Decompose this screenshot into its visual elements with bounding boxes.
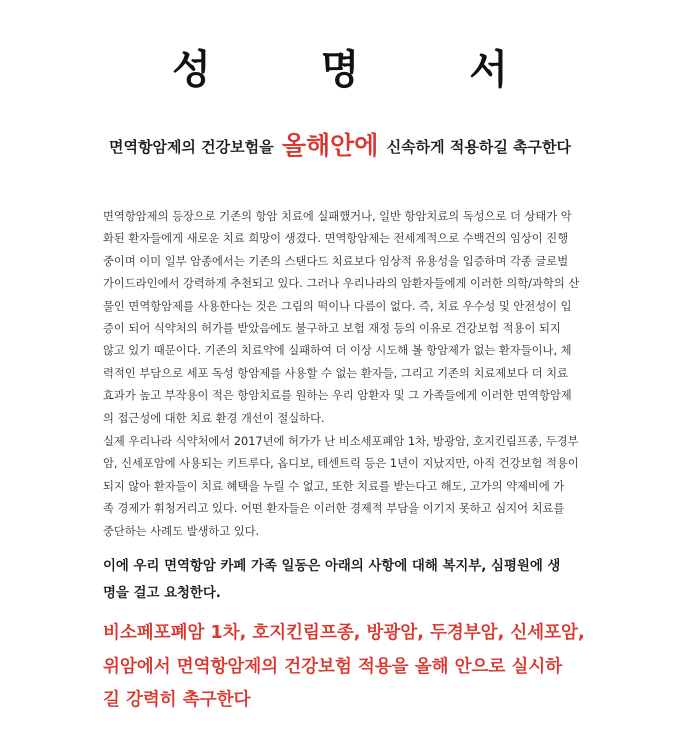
paragraph-line: 가이드라인에서 강력하게 추천되고 있다. 그러나 우리나라의 암환자들에게 이러한 의학/과학의 산 [103, 277, 580, 291]
request-line: 명을 걸고 요청한다. [103, 586, 221, 601]
request-line: 이에 우리 면역항암 카페 가족 일동은 아래의 사항에 대해 복지부, 심평원에 생 [103, 559, 561, 574]
subtitle-text-after: 신속하게 적용하길 촉구한다 [386, 138, 572, 156]
paragraph-line: 않고 있기 때문이다. 기존의 치료약에 실패하여 더 이상 시도해 볼 항암제가 없는 환자들이나, 체 [103, 344, 572, 358]
paragraph-line: 암, 신세포암에 사용되는 키트루다, 옵디보, 테센트릭 등은 1년이 지났지만, 아직 건강보험 적용이 [103, 457, 579, 471]
subtitle-highlight: 올해안에 [281, 131, 379, 160]
paragraph-line: 화된 환자들에게 새로운 치료 희망이 생겼다. 면역항암제는 전세계적으로 수백건의 임상이 진행 [103, 232, 569, 246]
paragraph-line: 증이 되어 식약처의 허가를 받았음에도 불구하고 보험 재정 등의 이유로 건강보험 적용이 되지 [103, 322, 561, 336]
paragraph-line: 력적인 부담으로 세포 독성 항암제를 사용할 수 없는 환자들, 그리고 기존의 치료제보다 더 치료 [103, 366, 568, 380]
document-title: 성 명 서 [172, 47, 556, 93]
demand-line: 길 강력히 촉구한다 [103, 690, 251, 710]
paragraph-background [103, 206, 593, 430]
paragraph-line: 면역항암제의 등장으로 기존의 항암 치료에 실패했거나, 일반 항암치료의 독성으로 더 상태가 악 [103, 210, 572, 223]
paragraph-line: 물인 면역항암제를 사용한다는 것은 그림의 떡이나 다름이 없다. 즉, 치료 우수성 및 안전성이 입 [103, 299, 572, 313]
demand-statement [103, 617, 623, 718]
paragraph-facts [103, 431, 593, 543]
paragraph-line: 실제 우리나라 식약처에서 2017년에 허가가 난 비소세포폐암 1차, 방광암, 호지킨림프종, 두경부 [103, 435, 579, 448]
subtitle-text-before: 면역항암제의 건강보험을 [108, 138, 274, 156]
paragraph-line: 족 경제가 휘청거리고 있다. 어떤 환자들은 이러한 경제적 부담을 이기지 못하고 심지어 치료를 [103, 502, 565, 516]
paragraph-line: 의 접근성에 대한 치료 환경 개선이 절실하다. [103, 411, 325, 425]
paragraph-line: 중이며 이미 일부 암종에서는 기존의 스탠다드 치료보다 임상적 유용성을 입증하며 각종 글로벌 [103, 254, 569, 268]
paragraph-line: 되지 않아 환자들이 치료 혜택을 누릴 수 없고, 또한 치료를 받는다고 해도, 고가의 약제비에 가 [103, 479, 565, 493]
demand-line: 비소페포폐암 1차, 호지킨림프종, 방광암, 두경부암, 신세포암, [103, 623, 585, 643]
paragraph-line: 중단하는 사례도 발생하고 있다. [103, 524, 260, 538]
paragraph-line: 효과가 높고 부작용이 적은 항암치료를 원하는 우리 암환자 및 그 가족들에게 이러한 면역항암제 [103, 389, 572, 403]
request-statement [103, 553, 603, 607]
document-subtitle [0, 128, 680, 165]
demand-line: 위암에서 면역항암제의 건강보험 적용을 올해 안으로 실시하 [103, 656, 563, 677]
